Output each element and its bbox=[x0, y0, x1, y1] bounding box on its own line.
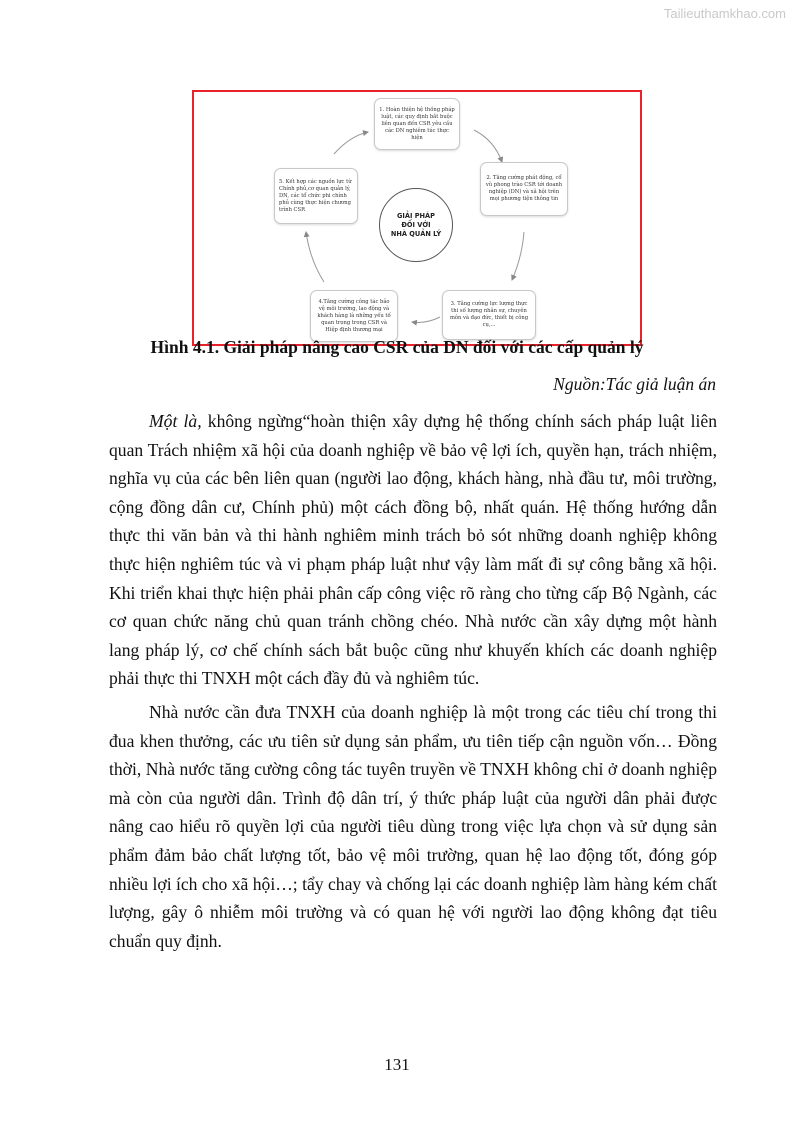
solution-box-5 bbox=[274, 168, 358, 224]
solution-box-3-text: 3. Tăng cường lực lượng thực thi số lượng nhân sự, chuyên môn và đạo đức, thiết bị công cụ,... bbox=[449, 301, 529, 328]
diagram-figure bbox=[192, 90, 642, 346]
arrow-3-to-4 bbox=[412, 317, 440, 322]
paragraph-1 bbox=[109, 407, 717, 693]
arrow-1-to-2 bbox=[474, 130, 502, 162]
figure-caption: Hình 4.1. Giải pháp nâng cao CSR của DN đối với các cấp quản lý bbox=[150, 337, 644, 357]
solution-box-1 bbox=[374, 98, 460, 150]
figure-source: Nguồn:Tác giả luận án bbox=[553, 374, 716, 394]
solution-box-2-text: 2. Tăng cường phát động, cổ vũ phong trào CSR tới doanh nghiệp (DN) và xã hội trên mọi phương tiện thông tin bbox=[485, 175, 563, 202]
paragraph-2: Nhà nước cần đưa TNXH của doanh nghiệp là một trong các tiêu chí trong thi đua khen thưởng, các ưu tiên sử dụng sản phẩm, ưu tiên tiếp cận nguồn vốn… Đồng thời, Nhà nước tăng cường công tác tuyên truyền về TNXH không chỉ ở doanh nghiệp mà còn của người dân. Trình độ dân trí, ý thức pháp luật của người dân phải được nâng cao hiểu rõ quyền lợi của người tiêu dùng trong việc lựa chọn và sử dụng sản phẩm đảm bảo chất lượng tốt, bảo vệ môi trường, quan hệ lao động tốt, đóng góp nhiều lợi ích cho xã hội…; tẩy chay và chống lại các doanh nghiệp làm hàng kém chất lượng, gây ô nhiễm môi trường và có quan hệ với người lao động không đạt tiêu chuẩn quy định. bbox=[109, 701, 717, 951]
arrow-2-to-3 bbox=[512, 232, 524, 280]
arrow-5-to-1 bbox=[334, 132, 368, 154]
solution-box-3 bbox=[442, 290, 536, 340]
solution-box-2 bbox=[480, 162, 568, 216]
solution-box-5-text: 5. Kết hợp các nguồn lực từ Chính phủ,cơ quan quản lý, DN, các tổ chức phi chính phủ cùng thực hiện chương trình CSR bbox=[279, 178, 352, 213]
center-title-circle bbox=[379, 188, 453, 262]
watermark: Tailieuthamkhao.com bbox=[663, 6, 786, 21]
solution-box-4-text: 4.Tăng cường công tác bảo vệ môi trường, lao động và khách hàng là những yếu tố quan trọng trong CSR và Hiệp định thương mại bbox=[317, 298, 391, 333]
paragraph-1-body: không ngừng“hoàn thiện xây dựng hệ thống chính sách pháp luật liên quan Trách nhiệm xã hội của doanh nghiệp về bảo vệ lợi ích, quyền hạn, trách nhiệm, nghĩa vụ của các bên liên quan (người lao động, khách hàng, nhà đầu tư, môi trường, cộng đồng dân cư, Chính phủ) một cách đồng bộ, nhất quán. Hệ thống hướng dẫn thực thi văn bản và thi hành nghiêm minh trách bỏ sót những doanh nghiệp không thực hiện nghiêm túc và vi phạm pháp luật như vậy làm mất đi sự công bằng xã hội. Khi triển khai thực hiện phải phân cấp công việc rõ ràng cho từng cấp Bộ Ngành, các cơ quan chức năng chủ quan tránh chồng chéo. Nhà nước cần xây dựng một hành lang pháp lý, cơ chế chính sách bắt buộc cũng như khuyến khích các doanh nghiệp phải thực thi TNXH một cách đầy đủ và nghiêm túc. bbox=[109, 411, 717, 689]
body-text bbox=[109, 407, 717, 960]
paragraph-1-lead: Một là, bbox=[149, 411, 202, 431]
center-title: GIẢI PHÁP ĐỐI VỚI NHÀ QUẢN LÝ bbox=[390, 211, 442, 238]
solution-box-1-text: 1. Hoàn thiện hệ thống pháp luật, các quy định bắt buộc liên quan đến CSR yêu cầu các DN nghiêm túc thực hiện bbox=[379, 106, 455, 141]
arrow-4-to-5 bbox=[306, 232, 324, 282]
page-number: 131 bbox=[384, 1055, 410, 1074]
solution-box-4 bbox=[310, 290, 398, 342]
